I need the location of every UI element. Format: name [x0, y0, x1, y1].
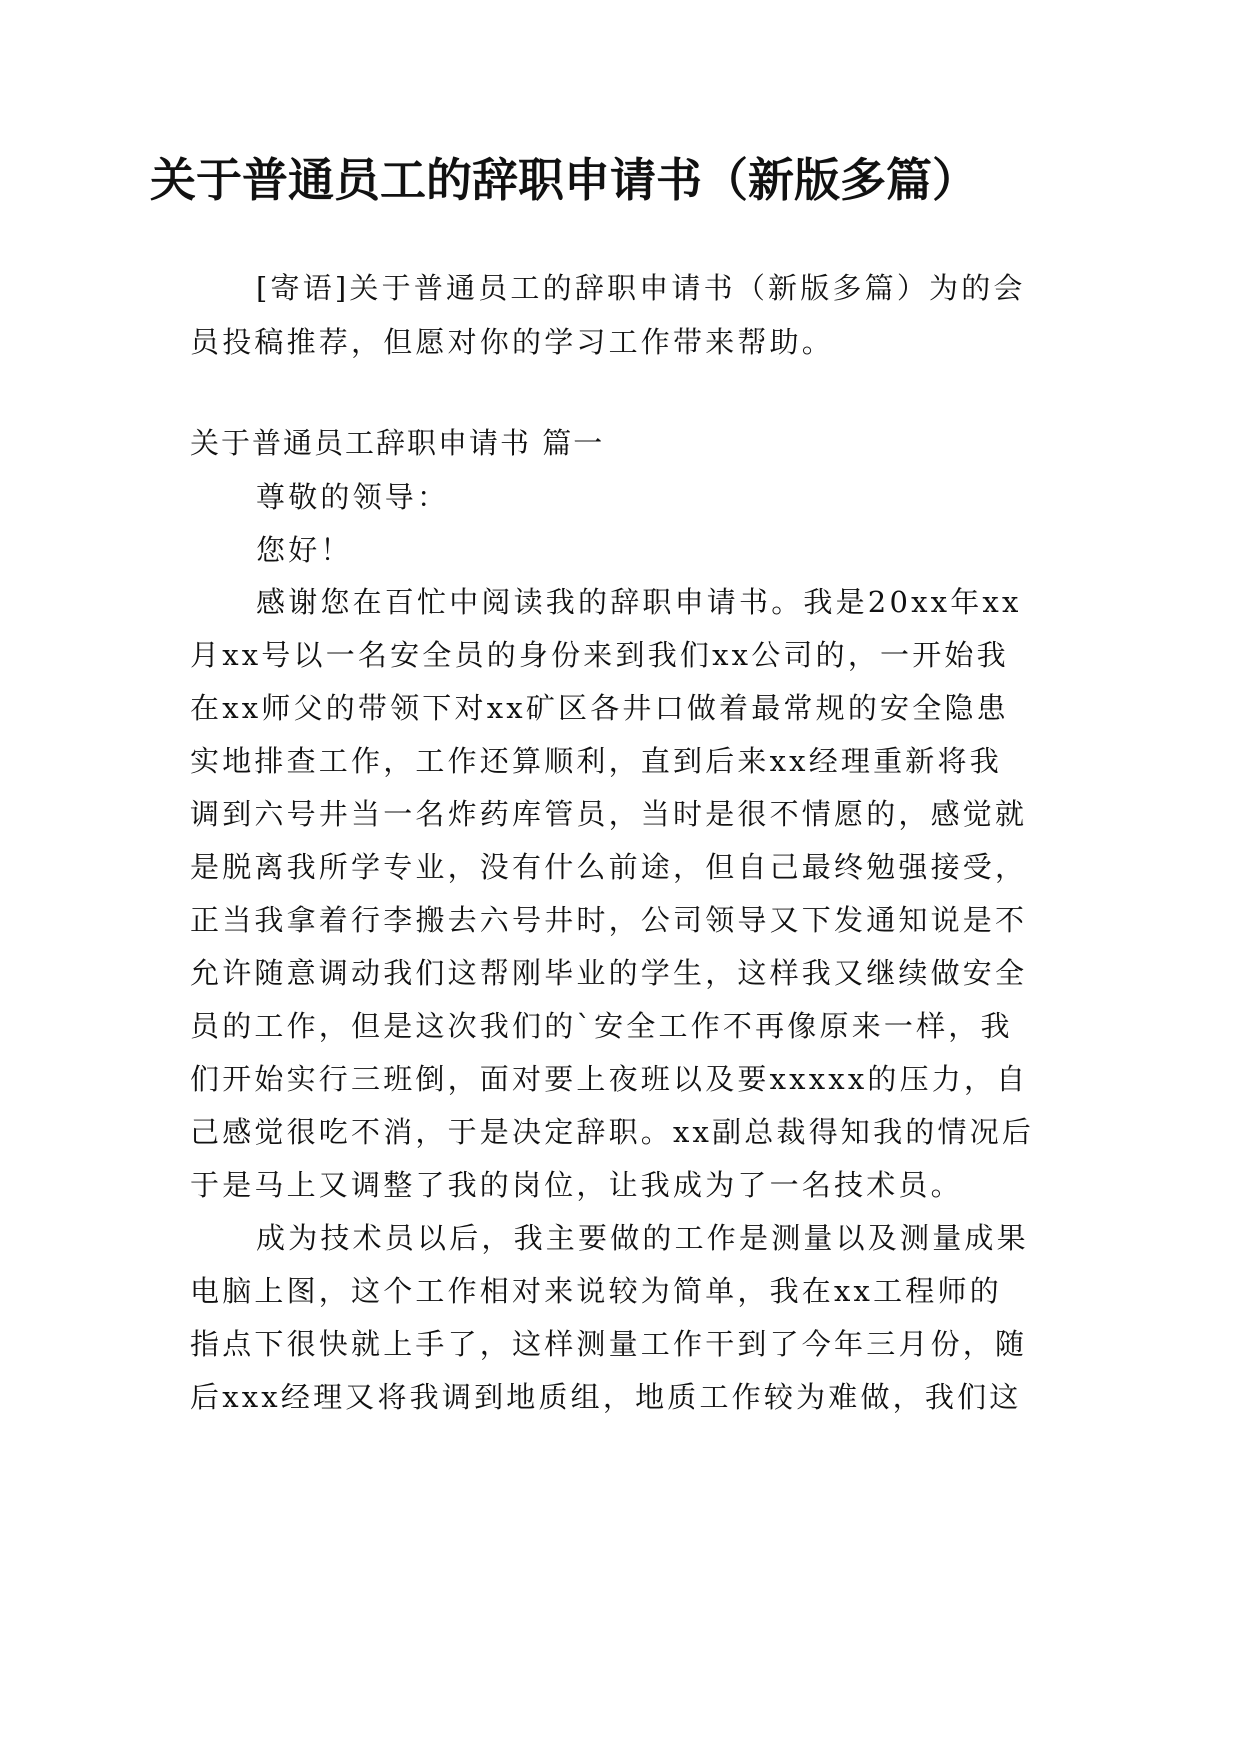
paragraph1-line: 正当我拿着行李搬去六号井时，公司领导又下发通知说是不 [190, 903, 1028, 937]
paragraph1-line: 实地排查工作，工作还算顺利，直到后来xx经理重新将我 [190, 744, 1002, 778]
paragraph1-line: 感谢您在百忙中阅读我的辞职申请书。我是20xx年xx [256, 585, 1022, 619]
salutation: 尊敬的领导： [256, 480, 450, 514]
paragraph2-line: 成为技术员以后，我主要做的工作是测量以及测量成果 [256, 1221, 1029, 1255]
paragraph1-line: 员的工作，但是这次我们的`安全工作不再像原来一样，我 [190, 1009, 1013, 1043]
paragraph2-line: 指点下很快就上手了，这样测量工作干到了今年三月份，随 [190, 1327, 1028, 1361]
section-heading: 关于普通员工辞职申请书 篇一 [190, 426, 605, 460]
paragraph1-line: 允许随意调动我们这帮刚毕业的学生，这样我又继续做安全 [190, 956, 1028, 990]
paragraph1-line: 调到六号井当一名炸药库管员，当时是很不情愿的，感觉就 [190, 797, 1028, 831]
paragraph1-line: 月xx号以一名安全员的身份来到我们xx公司的，一开始我 [190, 638, 1009, 672]
paragraph1-line: 在xx师父的带领下对xx矿区各井口做着最常规的安全隐患 [190, 691, 1009, 725]
paragraph1-line: 们开始实行三班倒，面对要上夜班以及要xxxxx的压力，自 [190, 1062, 1029, 1096]
paragraph2-line: 后xxx经理又将我调到地质组，地质工作较为难做，我们这 [190, 1380, 1022, 1414]
paragraph1-line: 是脱离我所学专业，没有什么前途，但自己最终勉强接受， [190, 850, 1028, 884]
paragraph1-line: 己感觉很吃不消，于是决定辞职。xx副总裁得知我的情况后 [190, 1115, 1035, 1149]
document-title: 关于普通员工的辞职申请书（新版多篇） [150, 153, 978, 207]
intro-line-1: [寄语]关于普通员工的辞职申请书（新版多篇）为的会 [256, 271, 1026, 305]
greeting: 您好！ [256, 533, 353, 567]
paragraph1-line: 于是马上又调整了我的岗位，让我成为了一名技术员。 [190, 1168, 963, 1202]
intro-line-2: 员投稿推荐，但愿对你的学习工作带来帮助。 [190, 325, 835, 359]
paragraph2-line: 电脑上图，这个工作相对来说较为简单，我在xx工程师的 [190, 1274, 1002, 1308]
